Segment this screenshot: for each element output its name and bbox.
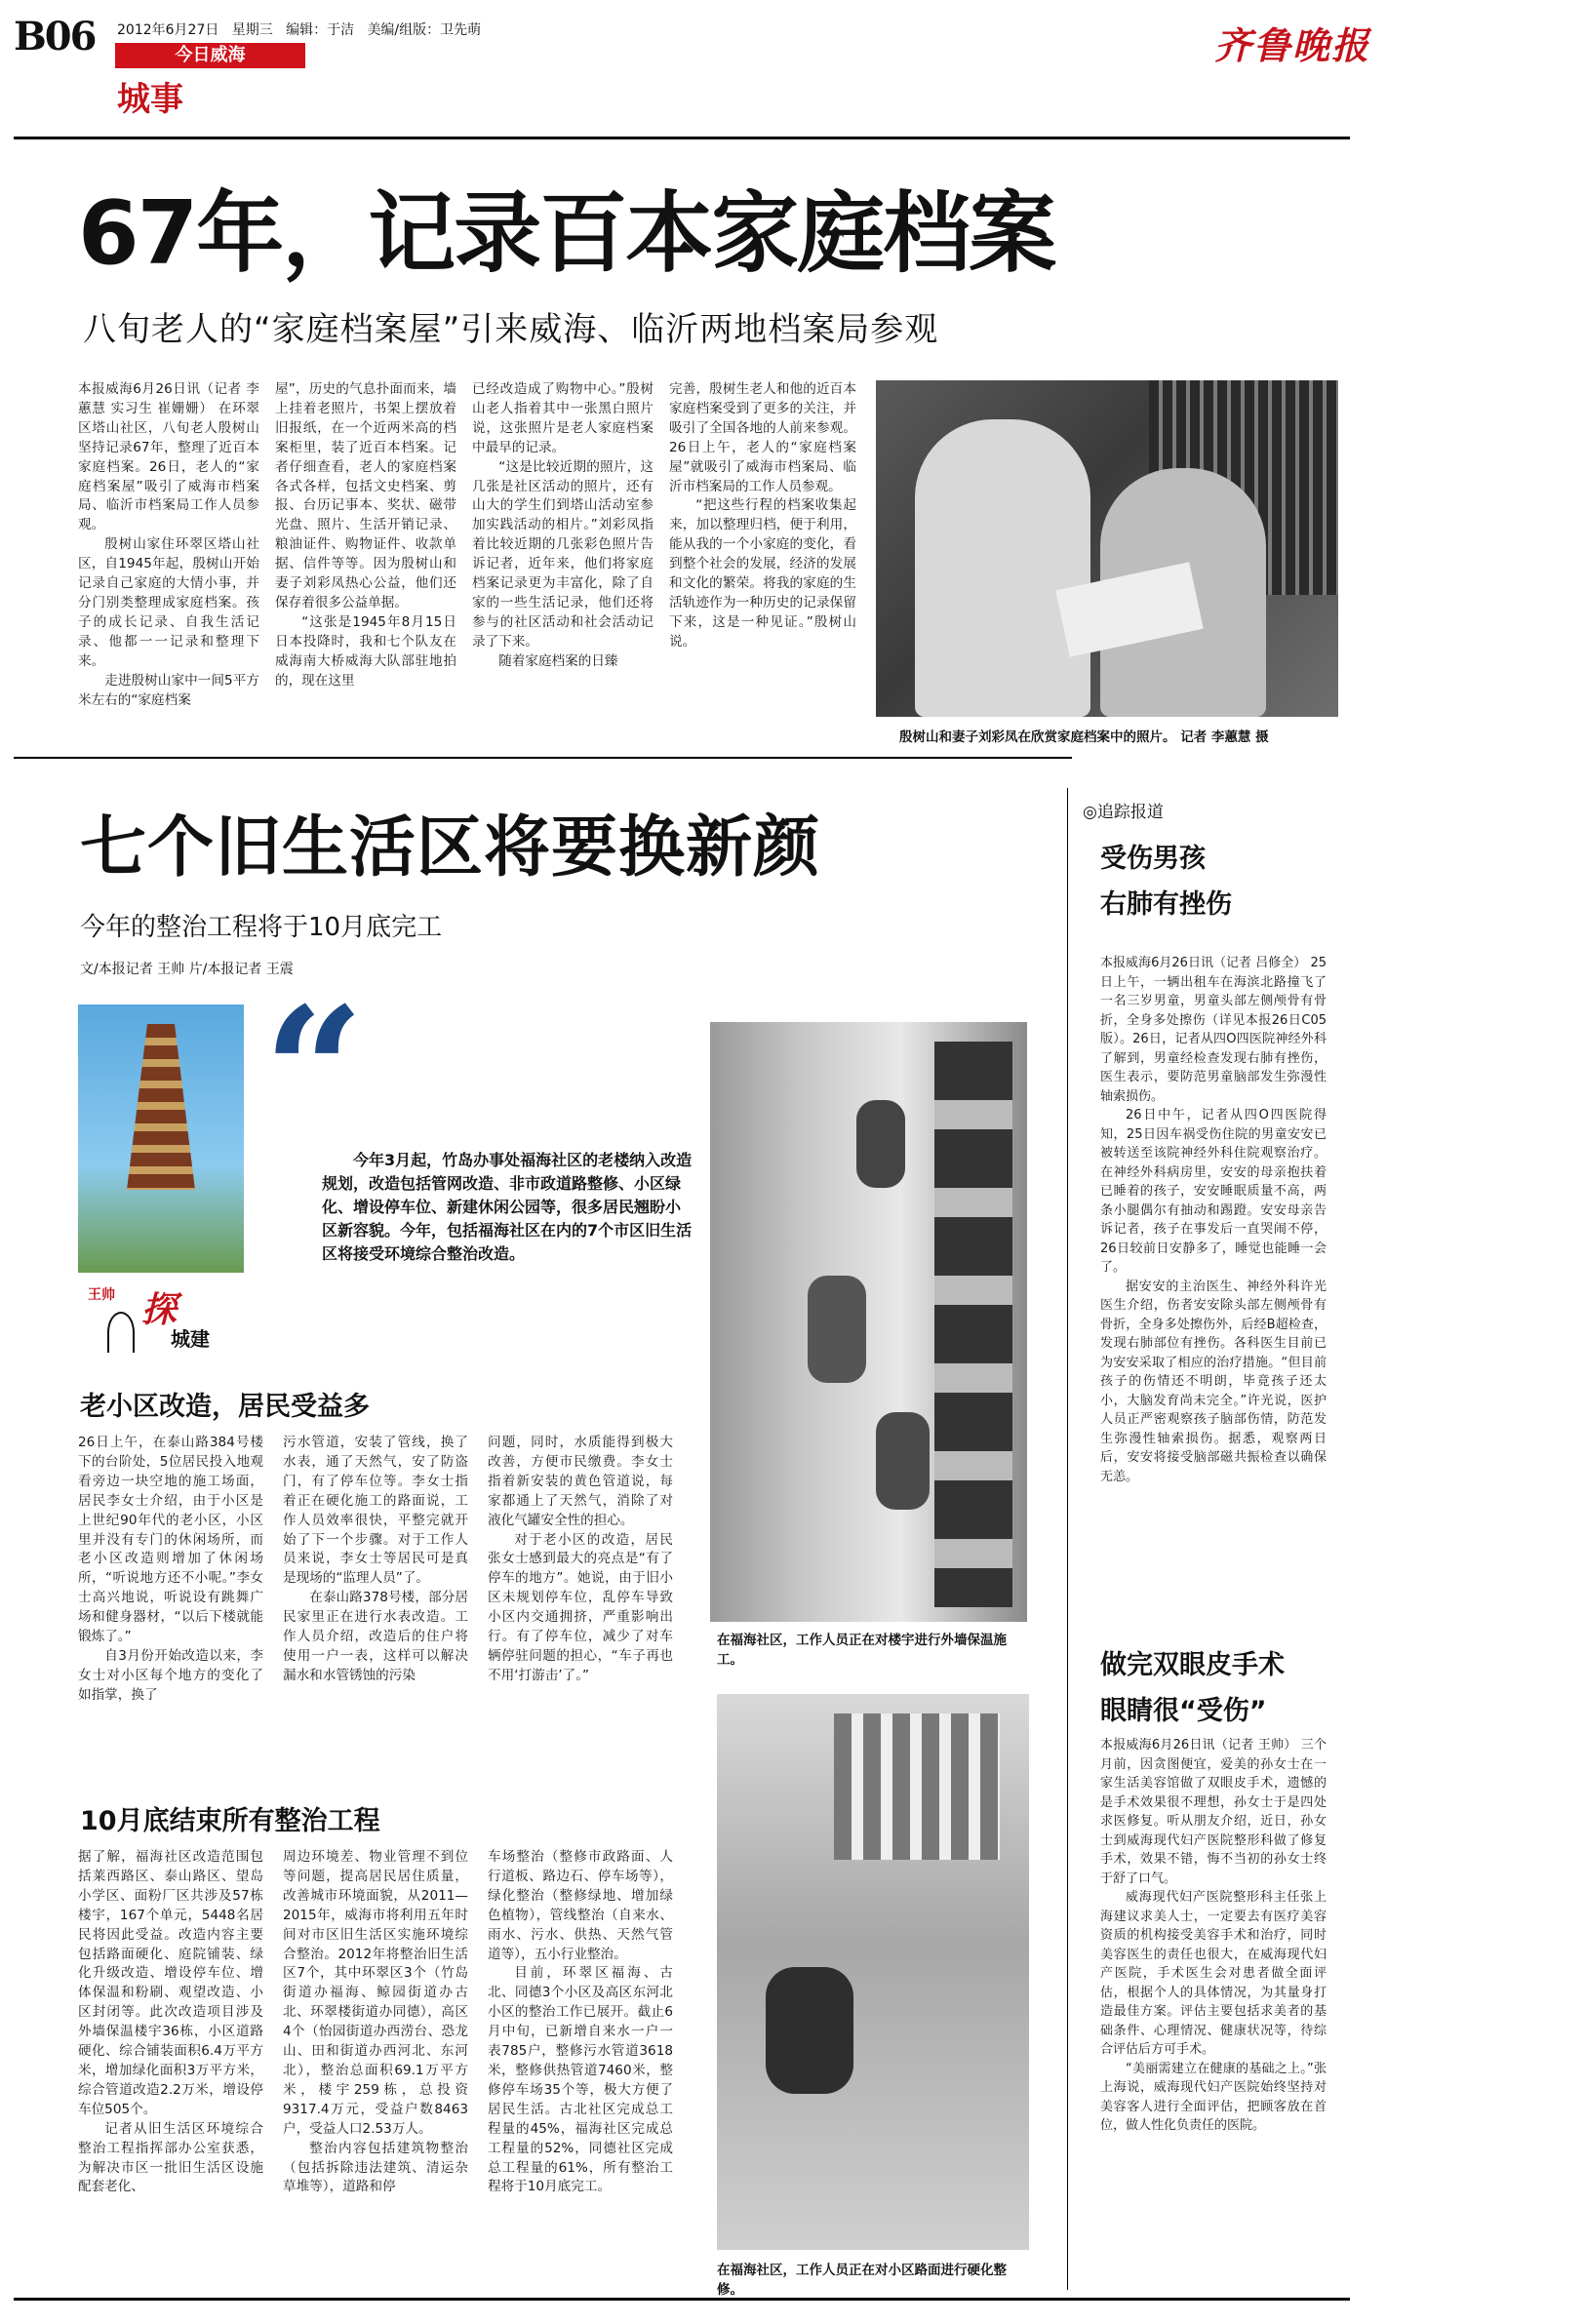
sidebar-a1-title-1: 受伤男孩: [1100, 844, 1206, 874]
figure-man-shape: [915, 419, 1090, 717]
quote-mark-icon: “: [263, 969, 365, 1175]
worker-shape: [766, 1967, 853, 2094]
paragraph: 威海现代妇产医院整形科主任张上海建议求美人士，一定要去有医疗美容资质的机构接受美容手术和治疗，同时美容医生的责任也很大，在威海现代妇产医院，手术医生会对患者做全面评估，根据个人的具体情况，为其量身打造最佳方案。评估主要包括求美者的基础条件、心理情况、健康状况等，待综合评估后方可手术。: [1100, 1890, 1327, 2057]
paragraph: “这张是1945年8月15日日本投降时，我和七个队友在威海南大桥威海大队部驻地拍的，现在这里: [275, 613, 456, 689]
date-text: 2012年6月27日: [117, 22, 219, 38]
paragraph: “把这些行程的档案收集起来，加以整理归档，便于利用，能从我的一个小家庭的变化，看到整个社会的发展，经济的发展和文化的繁荣。将我的家庭的生活轨迹作为一种历史的记录保留下来，这是一种见证。”殷树山说。: [669, 497, 856, 650]
column-logo-main: 探: [141, 1290, 178, 1330]
paragraph: 在泰山路378号楼，部分居民家里正在进行水表改造。工作人员介绍，改造后的住户将使用一户一表，这样可以解决漏水和水管锈蚀的污染: [283, 1590, 468, 1683]
article1-col2: [275, 380, 456, 691]
sidebar-divider: [1067, 788, 1068, 2290]
s2-col2: [283, 1848, 468, 2197]
paragraph: 已经改造成了购物中心。”殷树山老人指着其中一张黑白照片说，这张照片是老人家庭档案中最早的记录。: [472, 381, 654, 455]
s1-col1: [78, 1434, 263, 1706]
paragraph: 殷树山家住环翠区塔山社区，自1945年起，殷树山开始记录自己家庭的大情小事，并分门别类整理成家庭档案。孩子的成长记录、自我生活记录、他都一一记录和整理下来。: [78, 536, 259, 669]
photo-caption-3: 在福海社区，工作人员正在对小区路面进行硬化整修。: [717, 2263, 1007, 2298]
photo-elderly-couple: [876, 380, 1338, 717]
paragraph: 目前，环翠区福海、古北、同德3个小区及高区东河北小区的整治工作已展开。截止6月中旬，已新增自来水一户一表785户，整修污水管道3618米，整修供热管道7460米，整修停车场35个等，极大方便了居民生活。古北社区完成总工程量的45%，福海社区完成总工程量的52%，同德社区完成总工程量的61%，所有整治工程将于10月底完工。: [488, 1965, 673, 2195]
paragraph: 本报威海6月26日讯（记者 李蕙慧 实习生 崔姗姗） 在环翠区塔山社区，八旬老人殷树山坚持记录67年，整理了近百本家庭档案。26日，老人的“家庭档案屋”吸引了威海市档案局、临沂市档案局工作人员参观。: [78, 381, 259, 533]
paragraph: 问题，同时，水质能得到极大改善，方便市民缴费。李女士指着新安装的黄色管道说，每家都通上了天然气，消除了对液化气罐安全性的担心。: [488, 1435, 673, 1528]
article2-subhead: 今年的整治工程将于10月底完工: [80, 913, 443, 942]
paragraph: “这是比较近期的照片，这几张是社区活动的照片，还有山大的学生们到塔山活动室参加实践活动的相片。”刘彩凤指着比较近期的几张彩色照片告诉记者，近年来，他们将家庭档案记录更为丰富化，除了自家的一些生活记录，他们还将参与的社区活动和社会活动记录了下来。: [472, 458, 654, 650]
sidebar-a1-title-2: 右肺有挫伤: [1100, 889, 1232, 920]
section-tag: 今日威海: [115, 43, 305, 68]
column-logo: [78, 1273, 244, 1360]
paragraph: 完善，殷树生老人和他的近百本家庭档案受到了更多的关注，并吸引了全国各地的人前来参观。26日上午，老人的“家庭档案屋”就吸引了威海市档案局、临沂市档案局的工作人员参观。: [669, 381, 856, 494]
photo-caption-1: 殷树山和妻子刘彩凤在欣赏家庭档案中的照片。 记者 李蕙慧 摄: [899, 729, 1269, 745]
lead-paragraph: 今年3月起，竹岛办事处福海社区的老楼纳入改造规划，改造包括管网改造、非市政道路整修、小区绿化、增设停车位、新建休闲公园等，很多居民翘盼小区新容貌。今年，包括福海社区在内的7个市区旧生活区将接受环境综合整治改造。: [322, 1151, 693, 1263]
paragraph: 26日中午，记者从四O四医院得知，25日因车祸受伤住院的男童安安已被转送至该院神经外科住院观察治疗。在神经外科病房里，安安的母亲抱扶着已睡着的孩子，安安睡眠质量不高，两条小腿偶尔有抽动和踢蹬。安安母亲告诉记者，孩子在事发后一直哭闹不停，26日较前日安静多了，睡觉也能睡一会了。: [1100, 1108, 1327, 1275]
paragraph: “美丽需建立在健康的基础之上。”张上海说，威海现代妇产医院始终坚持对美容客人进行全面评估，把顾客放在首位，做人性化负责任的医院。: [1100, 2061, 1327, 2133]
article1-col1: [78, 380, 259, 710]
paragraph: 污水管道，安装了管线，换了水表，通了天然气，安了防盗门，有了停车位等。李女士指着正在硬化施工的路面说，工作人员效率很快，平整完就开始了下一个步骤。对于工作人员来说，李女士等居民可是真是现场的“监理人员”了。: [283, 1435, 468, 1587]
stick-figure-icon: [107, 1312, 135, 1353]
pavilion-image: [78, 1004, 244, 1273]
paragraph: 对于老小区的改造，居民张女士感到最大的亮点是“有了停车的地方”。她说，由于旧小区未规划停车位，乱停车导致小区内交通拥挤，严重影响出行。有了停车位，减少了对车辆停驻问题的担心，“车子再也不用‘打游击’了。”: [488, 1531, 673, 1683]
article2-headline: 七个旧生活区将要换新颜: [80, 809, 821, 886]
paragraph: 车场整治（整修市政路面、人行道板、路边石、停车场等），绿化整治（整修绿地、增加绿色植物），管线整治（自来水、雨水、污水、供热、天然气管道等），五小行业整治。: [488, 1849, 673, 1962]
paragraph: 据了解，福海社区改造范围包括莱西路区、泰山路区、望岛小学区、面粉厂区共涉及57栋楼宇，167个单元，5448名居民将因此受益。改造内容主要包括路面硬化、庭院铺装、绿化升级改造、增设停车位、增体保温和粉刷、观望改造、小区封闭等。此次改造项目涉及外墙保温楼宇36栋，小区道路硬化、综合铺装面积6.4万平方米，增加绿化面积3万平方米，综合管道改造2.2万米，增设停车位505个。: [78, 1849, 263, 2117]
building-windows-shape: [934, 1042, 1012, 1607]
sidebar-a1-body: [1100, 954, 1327, 1486]
worker-shape: [856, 1100, 905, 1188]
paragraph: 本报威海6月26日讯（记者 吕修全） 25日上午，一辆出租车在海滨北路撞飞了一名三岁男童，男童头部左侧颅骨有骨折，全身多处擦伤（详见本报26日C05版）。26日，记者从四O四医院神经外科了解到，男童经检查发现右肺有挫伤，医生表示，要防范男童脑部发生弥漫性轴索损伤。: [1100, 956, 1327, 1104]
s1-col2: [283, 1434, 468, 1686]
sidebar-a2-title-1: 做完双眼皮手术: [1100, 1650, 1285, 1680]
header-rule: [14, 137, 1350, 139]
s1-col3: [488, 1434, 673, 1686]
editor-text: 编辑：于洁: [286, 22, 355, 38]
article1-col4: [669, 380, 856, 652]
paragraph: 本报威海6月26日讯（记者 王帅） 三个月前，因贪图便宜，爱美的孙女士在一家生活美容馆做了双眼皮手术，遗憾的是手术效果很不理想，孙女士于是四处求医修复。听从朋友介绍，近日，孙女士到威海现代妇产医院整形科做了修复手术，效果不错，悔不当初的孙女士终于舒了口气。: [1100, 1738, 1327, 1886]
photo-caption-2: 在福海社区，工作人员正在对楼宇进行外墙保温施工。: [717, 1633, 1007, 1668]
article1-headline: 67年，记录百本家庭档案: [78, 182, 1055, 285]
issue-date: [117, 20, 481, 39]
article2-byline: 文/本报记者 王帅 片/本报记者 王震: [80, 962, 294, 977]
worker-shape: [808, 1276, 866, 1383]
s2-col3: [488, 1848, 673, 2197]
column-logo-sub: 城建: [171, 1327, 210, 1351]
paragraph: 屋”，历史的气息扑面而来，墙上挂着老照片，书架上摆放着旧报纸，在一个近两米高的档案柜里，装了近百本档案。记者仔细查看，老人的家庭档案各式各样，包括文史档案、剪报、台历记事本、奖状、磁带光盘、照片、生活开销记录、粮油证件、购物证件、收款单据、信件等等。因为殷树山和妻子刘彩凤热心公益，他们还保存着很多公益单据。: [275, 381, 456, 611]
page-code: B06: [14, 14, 96, 59]
paragraph: 据安安的主治医生、神经外科许光医生介绍，伤者安安除头部左侧颅骨有骨折，全身多处擦伤外，后经B超检查，发现右肺部位有挫伤。各科医生目前已为安安采取了相应的治疗措施。“但目前孩子的伤情还不明朗，毕竟孩子还太小，大脑发育尚未完全。”许光说，医护人员正严密观察孩子脑部伤情，防范发生弥漫性轴索损伤。据悉，观察两日后，安安将接受脑部磁共振检查以确保无恙。: [1100, 1279, 1327, 1484]
paragraph: 整治内容包括建筑物整治（包括拆除违法建筑、清运杂草堆等），道路和停: [283, 2140, 468, 2195]
paragraph: 26日上午，在泰山路384号楼下的台阶处，5位居民投入地观看旁边一块空地的施工场面，居民李女士介绍，由于小区是上世纪90年代的老小区，小区里并没有专门的休闲场所，而老小区改造则增加了休闲场所，“听说地方还不小呢。”李女士高兴地说，听说设有跳舞广场和健身器材，“以后下楼就能锻炼了。”: [78, 1435, 263, 1645]
sidebar-tag: ◎追踪报道: [1083, 803, 1164, 822]
s2-col1: [78, 1848, 263, 2197]
photo-wall-workers: [710, 1022, 1027, 1622]
sidebar-a2-title-2: 眼睛很“受伤”: [1100, 1696, 1267, 1726]
article1-col3: [472, 380, 654, 672]
sidebar-a2-body: [1100, 1736, 1327, 2136]
subhead-1: 老小区改造，居民受益多: [80, 1392, 370, 1422]
paragraph: 记者从旧生活区环境综合整治工程指挥部办公室获悉，为解决市区一批旧生活区设施配套老化、: [78, 2120, 263, 2195]
subhead-2: 10月底结束所有整治工程: [80, 1806, 380, 1836]
article1-subhead: 八旬老人的“家庭档案屋”引来威海、临沂两地档案局参观: [83, 310, 939, 349]
masthead-logo: 齐鲁晚报: [1214, 23, 1371, 67]
photo-road-worker: [717, 1694, 1029, 2250]
section-title: 城事: [117, 80, 183, 119]
worker-shape: [876, 1412, 930, 1510]
designer-text: 美编/组版：卫先萌: [367, 22, 482, 38]
column-logo-name: 王帅: [88, 1287, 115, 1303]
paragraph: 随着家庭档案的日臻: [498, 652, 618, 669]
paragraph: 自3月份开始改造以来，李女士对小区每个地方的变化了如指掌，换了: [78, 1647, 263, 1703]
footer-rule: [14, 2298, 1350, 2301]
weekday-text: 星期三: [231, 22, 273, 38]
paragraph: 周边环境差、物业管理不到位等问题，提高居民居住质量，改善城市环境面貌，从2011—2015年，威海市将利用五年时间对市区旧生活区实施环境综合整治。2012年将整治旧生活区7个，其中环翠区3个（竹岛街道办福海、鲸园街道办古北、环翠楼街道办同德），高区4个（怡园街道办西涝台、恐龙山、田和街道办西河北、东河北），整治总面积69.1万平方米，楼宇259栋，总投资9317.4万元，受益户数8463户，受益人口2.53万人。: [283, 1849, 468, 2137]
pavilion-tower-shape: [127, 1024, 195, 1190]
section-divider: [14, 757, 1072, 759]
paragraph: 走进殷树山家中一间5平方米左右的“家庭档案: [78, 672, 259, 708]
building-shape: [834, 1713, 1000, 1860]
